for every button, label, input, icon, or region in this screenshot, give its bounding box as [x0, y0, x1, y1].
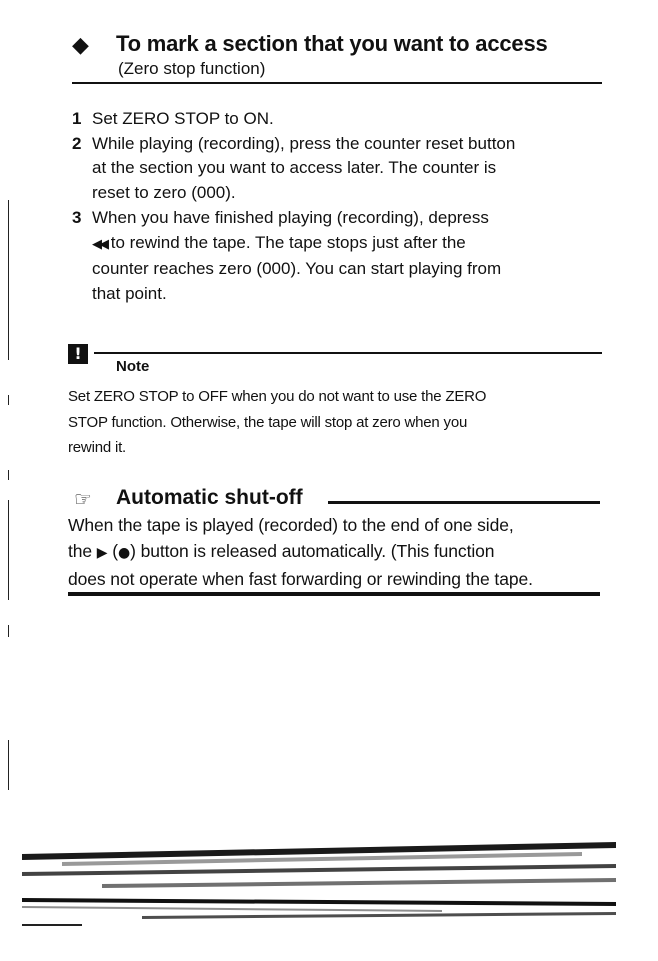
- pointing-hand-icon: ☞: [74, 487, 92, 511]
- section-heading: To mark a section that you want to access: [116, 31, 548, 56]
- note-warning-icon: !: [68, 344, 88, 364]
- margin-mark: [8, 625, 9, 637]
- step-text-part: When you have finished playing (recording), depress: [92, 207, 489, 227]
- note-text: Set ZERO STOP to OFF when you do not want to use the ZERO STOP function. Otherwise, the tape will stop at zero when you rewind it.: [68, 388, 487, 456]
- auto-text-part: When the tape is played (recorded) to the end of one side, the: [68, 515, 514, 561]
- scan-band: [22, 906, 442, 912]
- record-icon: ●: [117, 545, 131, 561]
- scan-band: [22, 864, 616, 876]
- scan-noise-bands: [22, 838, 616, 930]
- margin-mark: [8, 200, 9, 360]
- diamond-bullet-icon: ◆: [72, 32, 89, 57]
- auto-shutoff-title-rule: [328, 501, 600, 504]
- step-number: 2: [72, 133, 82, 153]
- margin-mark: [8, 740, 9, 790]
- auto-shutoff-title: Automatic shut-off: [116, 486, 303, 509]
- step-text: While playing (recording), press the counter reset button at the section you want to access later. The counter is reset to zero (000).: [92, 133, 516, 203]
- step-2: [72, 132, 602, 206]
- auto-shutoff-bottom-rule: [68, 592, 600, 596]
- step-text: Set ZERO STOP to ON.: [92, 109, 274, 128]
- step-number: 1: [72, 109, 82, 128]
- play-icon: ▶: [96, 545, 108, 561]
- rewind-icon: ◀◀: [92, 236, 106, 252]
- step-3: [72, 206, 602, 307]
- scan-band: [22, 898, 616, 906]
- auto-text-part: ) button is released automatically. (This function does not operate when fast forwarding or rewinding the tape.: [68, 541, 533, 589]
- step-text-part: to rewind the tape. The tape stops just after the counter reaches zero (000). You can start playing from that point.: [92, 232, 502, 303]
- scan-band: [142, 912, 616, 919]
- section-subheading: (Zero stop function): [118, 59, 266, 78]
- auto-shutoff-header: [74, 484, 602, 514]
- note-label: Note: [116, 358, 150, 375]
- steps-list: [72, 107, 602, 307]
- step-text: [92, 206, 602, 307]
- margin-mark: [8, 470, 9, 480]
- step-1: [72, 107, 602, 132]
- auto-text-part: (: [107, 541, 118, 561]
- heading-rule: [72, 82, 602, 84]
- margin-mark: [8, 395, 9, 405]
- scan-band: [102, 878, 616, 888]
- step-number: 3: [72, 207, 82, 227]
- margin-mark: [8, 500, 9, 600]
- auto-shutoff-text: [68, 512, 608, 592]
- scan-band: [22, 924, 82, 926]
- note-rule: [94, 352, 602, 354]
